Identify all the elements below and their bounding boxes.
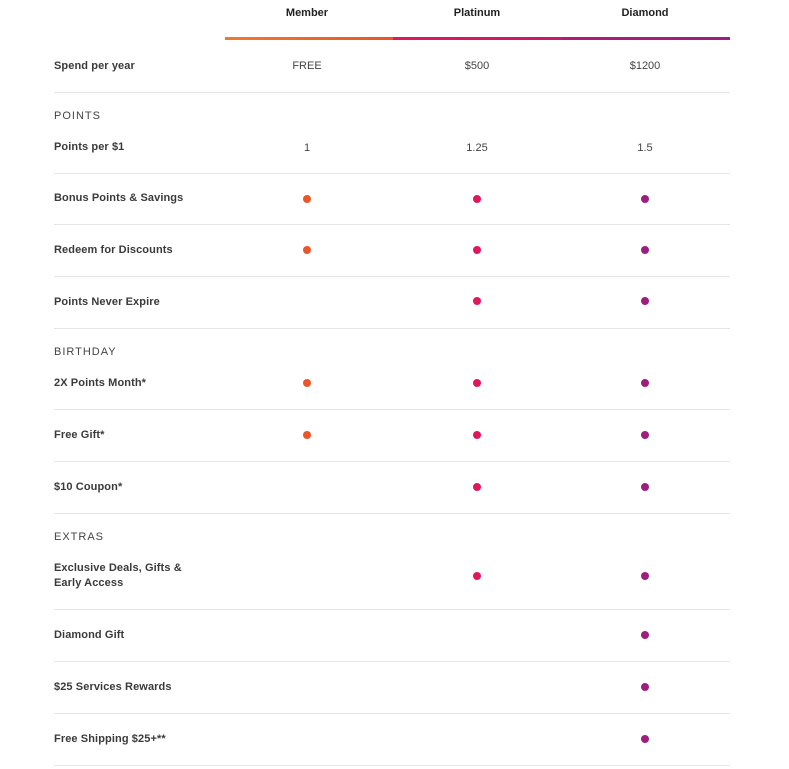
check-dot-diamond: [641, 431, 649, 439]
table-row: [54, 93, 730, 174]
section-title-points: POINTS: [54, 110, 101, 122]
check-dot-diamond: [641, 195, 649, 203]
check-dot-diamond: [641, 735, 649, 743]
points-per-dollar-diamond: 1.5: [637, 142, 653, 154]
row-label: $10 Coupon*: [54, 481, 123, 493]
row-label: $25 Services Rewards: [54, 681, 172, 693]
check-dot-platinum: [473, 195, 481, 203]
check-dot-diamond: [641, 572, 649, 580]
row-label: Bonus Points & Savings: [54, 192, 184, 204]
section-title-birthday: BIRTHDAY: [54, 346, 117, 358]
check-dot-diamond: [641, 631, 649, 639]
tier-bar-member: [225, 37, 393, 40]
table-row: [54, 410, 730, 462]
check-dot-platinum: [473, 297, 481, 305]
check-dot-platinum: [473, 379, 481, 387]
check-dot-member: [303, 431, 311, 439]
check-dot-diamond: [641, 379, 649, 387]
tier-header-platinum: Platinum: [453, 7, 501, 19]
check-dot-diamond: [641, 297, 649, 305]
table-row: [54, 277, 730, 329]
tier-bar-platinum: [393, 37, 561, 40]
check-dot-member: [303, 195, 311, 203]
table-row: [54, 225, 730, 277]
table-row: [54, 610, 730, 662]
table-row: [54, 662, 730, 714]
table-row: [54, 174, 730, 225]
tier-bar-diamond: [561, 37, 730, 40]
section-title-extras: EXTRAS: [54, 531, 105, 543]
spend-member: FREE: [292, 60, 322, 72]
check-dot-diamond: [641, 246, 649, 254]
row-label: Redeem for Discounts: [54, 244, 173, 256]
check-dot-platinum: [473, 572, 481, 580]
table-row: [54, 714, 730, 766]
spend-diamond: $1200: [629, 60, 661, 72]
row-label: Points Never Expire: [54, 296, 160, 308]
tier-header-diamond: Diamond: [621, 7, 669, 19]
row-label: Free Shipping $25+**: [54, 733, 166, 745]
table-row: [54, 329, 730, 410]
table-row: [54, 462, 730, 514]
points-per-dollar-platinum: 1.25: [466, 142, 488, 154]
check-dot-diamond: [641, 483, 649, 491]
row-label: 2X Points Month*: [54, 377, 147, 389]
spend-label: Spend per year: [54, 60, 135, 72]
check-dot-diamond: [641, 683, 649, 691]
tier-header-member: Member: [285, 7, 329, 19]
check-dot-platinum: [473, 246, 481, 254]
row-label: Points per $1: [54, 141, 125, 153]
row-label: Free Gift*: [54, 429, 105, 441]
spend-platinum: $500: [464, 60, 490, 72]
row-label: Exclusive Deals, Gifts & Early Access: [54, 562, 182, 589]
check-dot-member: [303, 379, 311, 387]
check-dot-platinum: [473, 483, 481, 491]
check-dot-platinum: [473, 431, 481, 439]
table-row: [54, 514, 730, 610]
points-per-dollar-member: 1: [303, 142, 311, 154]
row-label: Diamond Gift: [54, 629, 125, 641]
check-dot-member: [303, 246, 311, 254]
